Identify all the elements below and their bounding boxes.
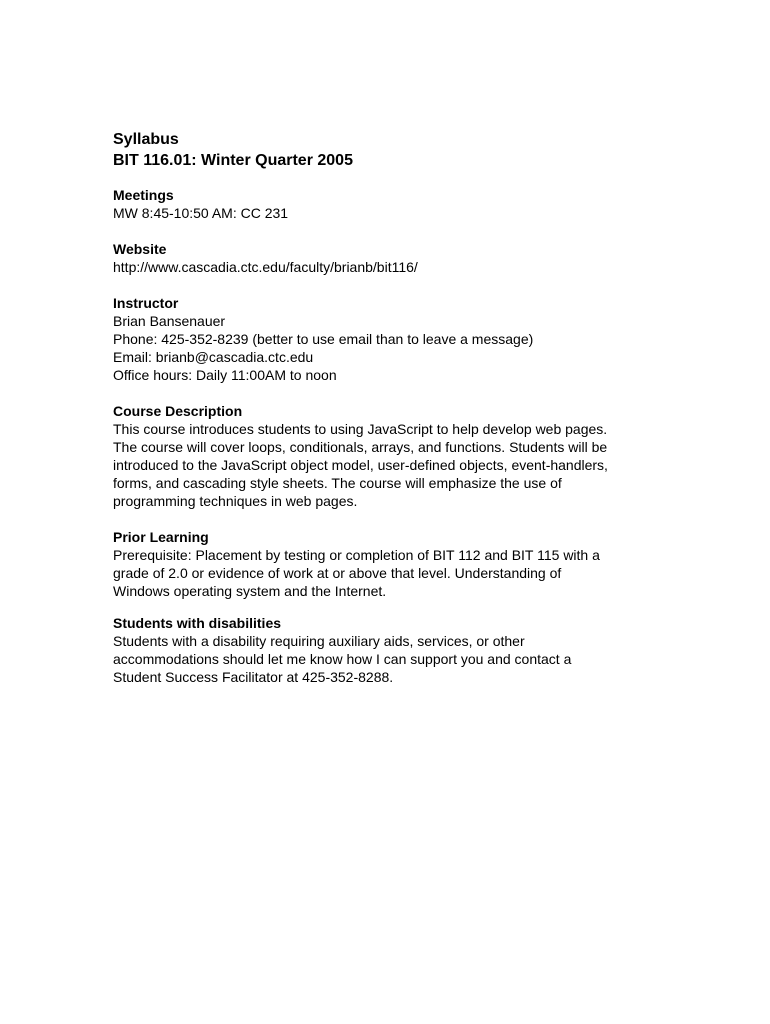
course-title: BIT 116.01: Winter Quarter 2005 — [113, 152, 353, 169]
course-description-line: introduced to the JavaScript object model, user-defined objects, event-handlers, — [113, 457, 608, 473]
website-url: http://www.cascadia.ctc.edu/faculty/brianb/bit116/ — [113, 259, 418, 275]
website-section — [113, 240, 658, 276]
syllabus-page — [113, 129, 658, 704]
meetings-time: MW 8:45-10:50 AM: CC 231 — [113, 205, 289, 221]
course-description-heading: Course Description — [113, 403, 243, 419]
course-description-line: This course introduces students to using JavaScript to help develop web pages. — [113, 421, 608, 437]
course-description-line: programming techniques in web pages. — [113, 493, 358, 509]
course-description-line: The course will cover loops, conditionals, arrays, and functions. Students will be — [113, 439, 608, 455]
instructor-heading: Instructor — [113, 295, 179, 311]
prior-learning-line: Windows operating system and the Internet. — [113, 583, 387, 599]
website-heading: Website — [113, 241, 167, 257]
instructor-section — [113, 294, 658, 384]
disabilities-line: Students with a disability requiring auxiliary aids, services, or other — [113, 633, 525, 649]
prior-learning-line: grade of 2.0 or evidence of work at or above that level. Understanding of — [113, 565, 562, 581]
course-description-line: forms, and cascading style sheets. The course will emphasize the use of — [113, 475, 562, 491]
prior-learning-line: Prerequisite: Placement by testing or completion of BIT 112 and BIT 115 with a — [113, 547, 600, 563]
course-description-section — [113, 402, 658, 510]
disabilities-heading: Students with disabilities — [113, 615, 282, 631]
instructor-office-hours: Office hours: Daily 11:00AM to noon — [113, 367, 337, 383]
disabilities-line: accommodations should let me know how I can support you and contact a — [113, 651, 572, 667]
meetings-heading: Meetings — [113, 187, 174, 203]
document-title-block — [113, 129, 658, 171]
instructor-name: Brian Bansenauer — [113, 313, 226, 329]
meetings-section — [113, 186, 658, 222]
prior-learning-section — [113, 528, 658, 600]
prior-learning-heading: Prior Learning — [113, 529, 209, 545]
instructor-phone: Phone: 425-352-8239 (better to use email than to leave a message) — [113, 331, 534, 347]
document-title: Syllabus — [113, 131, 179, 148]
instructor-email: Email: brianb@cascadia.ctc.edu — [113, 349, 314, 365]
disabilities-section — [113, 614, 658, 686]
disabilities-line: Student Success Facilitator at 425-352-8288. — [113, 669, 394, 685]
